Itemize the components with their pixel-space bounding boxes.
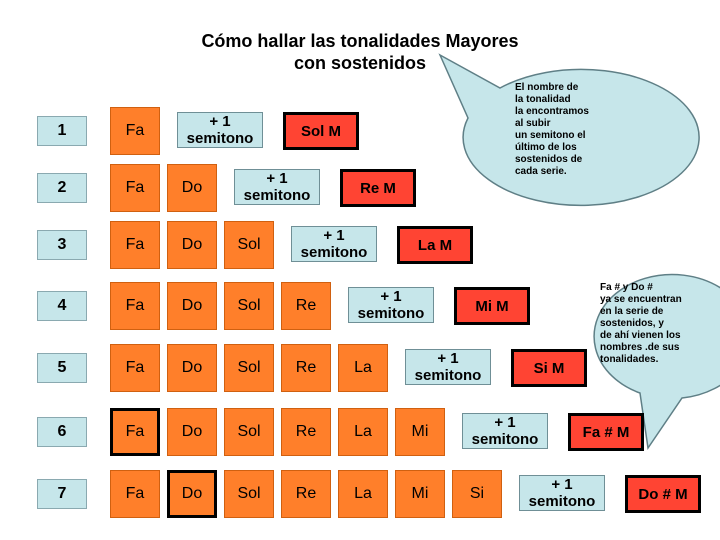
- callout-right-line: Fa # y Do #: [600, 282, 653, 293]
- sharp-note: Re: [281, 470, 331, 518]
- semitone-box: [177, 112, 263, 148]
- semitone-box: [348, 287, 434, 323]
- sharp-note: Do: [167, 470, 217, 518]
- callout-top-line: al subir: [515, 118, 551, 129]
- semitone-line-2: semitono: [300, 244, 368, 261]
- semitone-line-1: + 1: [266, 170, 288, 187]
- callout-top-text: [515, 82, 589, 178]
- semitone-box: [405, 349, 491, 385]
- sharp-note: Fa: [110, 221, 160, 269]
- sharp-note: Sol: [224, 470, 274, 518]
- semitone-box: [519, 475, 605, 511]
- callout-top-line: la encontramos: [515, 106, 589, 117]
- sharp-note: Sol: [224, 221, 274, 269]
- sharp-note: La: [338, 408, 388, 456]
- sharp-note: Do: [167, 221, 217, 269]
- row-number: 3: [37, 230, 87, 260]
- row-number: 1: [37, 116, 87, 146]
- sharp-note: Fa: [110, 282, 160, 330]
- sharp-note: Re: [281, 408, 331, 456]
- row-number: 7: [37, 479, 87, 509]
- major-key-result: Si M: [511, 349, 587, 387]
- semitone-line-2: semitono: [471, 431, 539, 448]
- row-number: 6: [37, 417, 87, 447]
- callout-right-line: en la serie de: [600, 306, 664, 317]
- sharp-note: Fa: [110, 470, 160, 518]
- title-line-1: Cómo hallar las tonalidades Mayores: [201, 31, 519, 51]
- sharp-note: Si: [452, 470, 502, 518]
- semitone-box: [462, 413, 548, 449]
- callout-top-line: cada serie.: [515, 166, 567, 177]
- semitone-line-2: semitono: [357, 305, 425, 322]
- callout-top-line: un semitono el: [515, 130, 586, 141]
- sharp-note: Re: [281, 282, 331, 330]
- sharp-note: Mi: [395, 408, 445, 456]
- sharp-note: Sol: [224, 282, 274, 330]
- callout-top-line: último de los: [515, 142, 577, 153]
- callout-top-line: sostenidos de: [515, 154, 583, 165]
- major-key-result: Mi M: [454, 287, 530, 325]
- sharp-note: Do: [167, 344, 217, 392]
- major-key-result: La M: [397, 226, 473, 264]
- semitone-line-2: semitono: [186, 130, 254, 147]
- semitone-line-2: semitono: [414, 367, 482, 384]
- row-number: 4: [37, 291, 87, 321]
- semitone-line-1: + 1: [551, 476, 573, 493]
- sharp-note: Fa: [110, 344, 160, 392]
- semitone-line-1: + 1: [494, 414, 516, 431]
- major-key-result: Fa # M: [568, 413, 644, 451]
- major-key-result: Sol M: [283, 112, 359, 150]
- sharp-note: Fa: [110, 408, 160, 456]
- callout-right-line: de ahí vienen los: [600, 330, 681, 341]
- sharp-note: La: [338, 470, 388, 518]
- sharp-note: Do: [167, 282, 217, 330]
- callout-right-text: [600, 282, 682, 366]
- title-line-2: con sostenidos: [293, 53, 427, 73]
- sharp-note: Re: [281, 344, 331, 392]
- callout-right-line: ya se encuentran: [600, 294, 682, 305]
- semitone-line-2: semitono: [528, 493, 596, 510]
- row-number: 5: [37, 353, 87, 383]
- callout-right-line: tonalidades.: [600, 354, 659, 365]
- major-key-result: Re M: [340, 169, 416, 207]
- callout-top-line: El nombre de: [515, 82, 579, 93]
- sharp-note: Mi: [395, 470, 445, 518]
- callout-top-line: la tonalidad: [515, 94, 571, 105]
- semitone-box: [234, 169, 320, 205]
- sharp-note: Sol: [224, 344, 274, 392]
- sharp-note: Fa: [110, 164, 160, 212]
- major-key-result: Do # M: [625, 475, 701, 513]
- sharp-note: Do: [167, 164, 217, 212]
- semitone-line-1: + 1: [380, 288, 402, 305]
- sharp-note: La: [338, 344, 388, 392]
- semitone-line-1: + 1: [323, 227, 345, 244]
- semitone-box: [291, 226, 377, 262]
- semitone-line-1: + 1: [437, 350, 459, 367]
- callout-right-line: nombres .de sus: [600, 342, 680, 353]
- callout-right-line: sostenidos, y: [600, 318, 664, 329]
- sharp-note: Sol: [224, 408, 274, 456]
- sharp-note: Do: [167, 408, 217, 456]
- semitone-line-1: + 1: [209, 113, 231, 130]
- row-number: 2: [37, 173, 87, 203]
- sharp-note: Fa: [110, 107, 160, 155]
- semitone-line-2: semitono: [243, 187, 311, 204]
